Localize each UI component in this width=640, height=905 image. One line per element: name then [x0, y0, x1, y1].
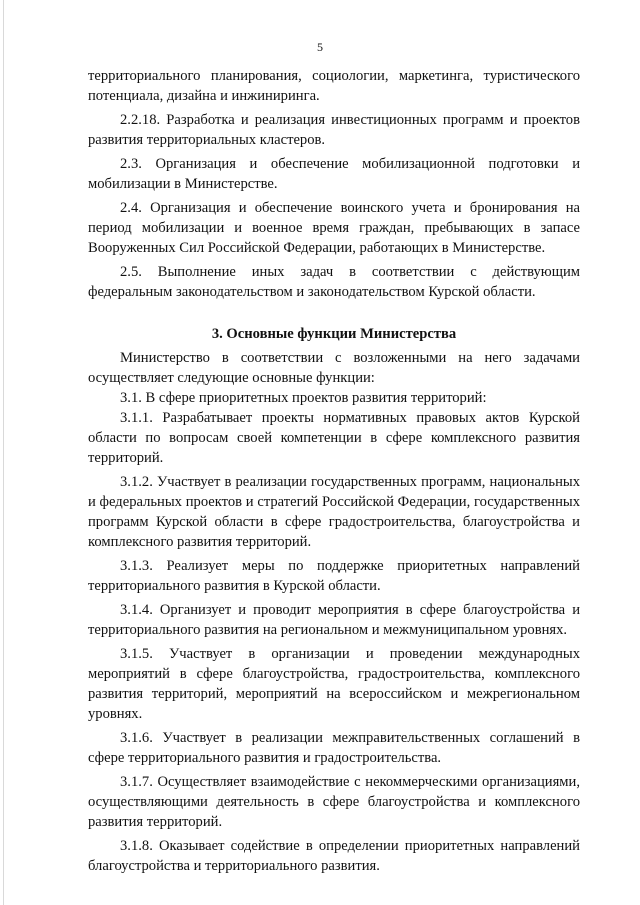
- paragraph-3-1-6: 3.1.6. Участвует в реализации межправительственных соглашений в сфере территориального развития и градостроительства.: [88, 730, 580, 766]
- paragraph-2-3: 2.3. Организация и обеспечение мобилизационной подготовки и мобилизации в Министерстве.: [88, 156, 580, 192]
- paragraph-3-1-7: 3.1.7. Осуществляет взаимодействие с некоммерческими организациями, осуществляющими деятельность в сфере благоустройства и комплексного развития территорий.: [88, 774, 580, 830]
- page-number: 5: [317, 40, 323, 54]
- paragraph-3-1: 3.1. В сфере приоритетных проектов развития территорий:: [120, 390, 487, 406]
- paragraph-3-1-4: 3.1.4. Организует и проводит мероприятия в сфере благоустройства и территориального развития на региональном и межмуниципальном уровнях.: [88, 602, 580, 638]
- paragraph-3-1-2: 3.1.2. Участвует в реализации государственных программ, национальных и федеральных проектов и стратегий Российской Федерации, государственных программ Курской области в сфере градостроительства, благоустройства и комплексного развития территорий.: [88, 474, 580, 550]
- paragraph-3-1-1: 3.1.1. Разрабатывает проекты нормативных правовых актов Курской области по вопросам своей компетенции в сфере комплексного развития территорий.: [88, 410, 580, 466]
- paragraph-2-5: 2.5. Выполнение иных задач в соответствии с действующим федеральным законодательством и законодательством Курской области.: [88, 264, 580, 300]
- document-body: [88, 66, 580, 876]
- section-heading: 3. Основные функции Министерства: [211, 326, 457, 342]
- paragraph-2-2-18: 2.2.18. Разработка и реализация инвестиционных программ и проектов развития территориальных кластеров.: [88, 112, 580, 148]
- paragraph-3-1-8: 3.1.8. Оказывает содействие в определении приоритетных направлений благоустройства и территориального развития.: [88, 838, 580, 874]
- scan-edge-line: [3, 0, 4, 905]
- paragraph-continuation: территориального планирования, социологии, маркетинга, туристического потенциала, дизайна и инжиниринга.: [88, 68, 580, 104]
- paragraph-intro: Министерство в соответствии с возложенными на него задачами осуществляет следующие основные функции:: [88, 350, 580, 386]
- paragraph-3-1-3: 3.1.3. Реализует меры по поддержке приоритетных направлений территориального развития в Курской области.: [88, 558, 580, 594]
- paragraph-2-4: 2.4. Организация и обеспечение воинского учета и бронирования на период мобилизации и военное время граждан, пребывающих в запасе Вооруженных Сил Российской Федерации, работающих в Министерстве.: [88, 200, 580, 256]
- paragraph-3-1-5: 3.1.5. Участвует в организации и проведении международных мероприятий в сфере благоустройства, градостроительства, комплексного развития территорий, мероприятий на всероссийском и межрегиональном уровнях.: [88, 646, 580, 722]
